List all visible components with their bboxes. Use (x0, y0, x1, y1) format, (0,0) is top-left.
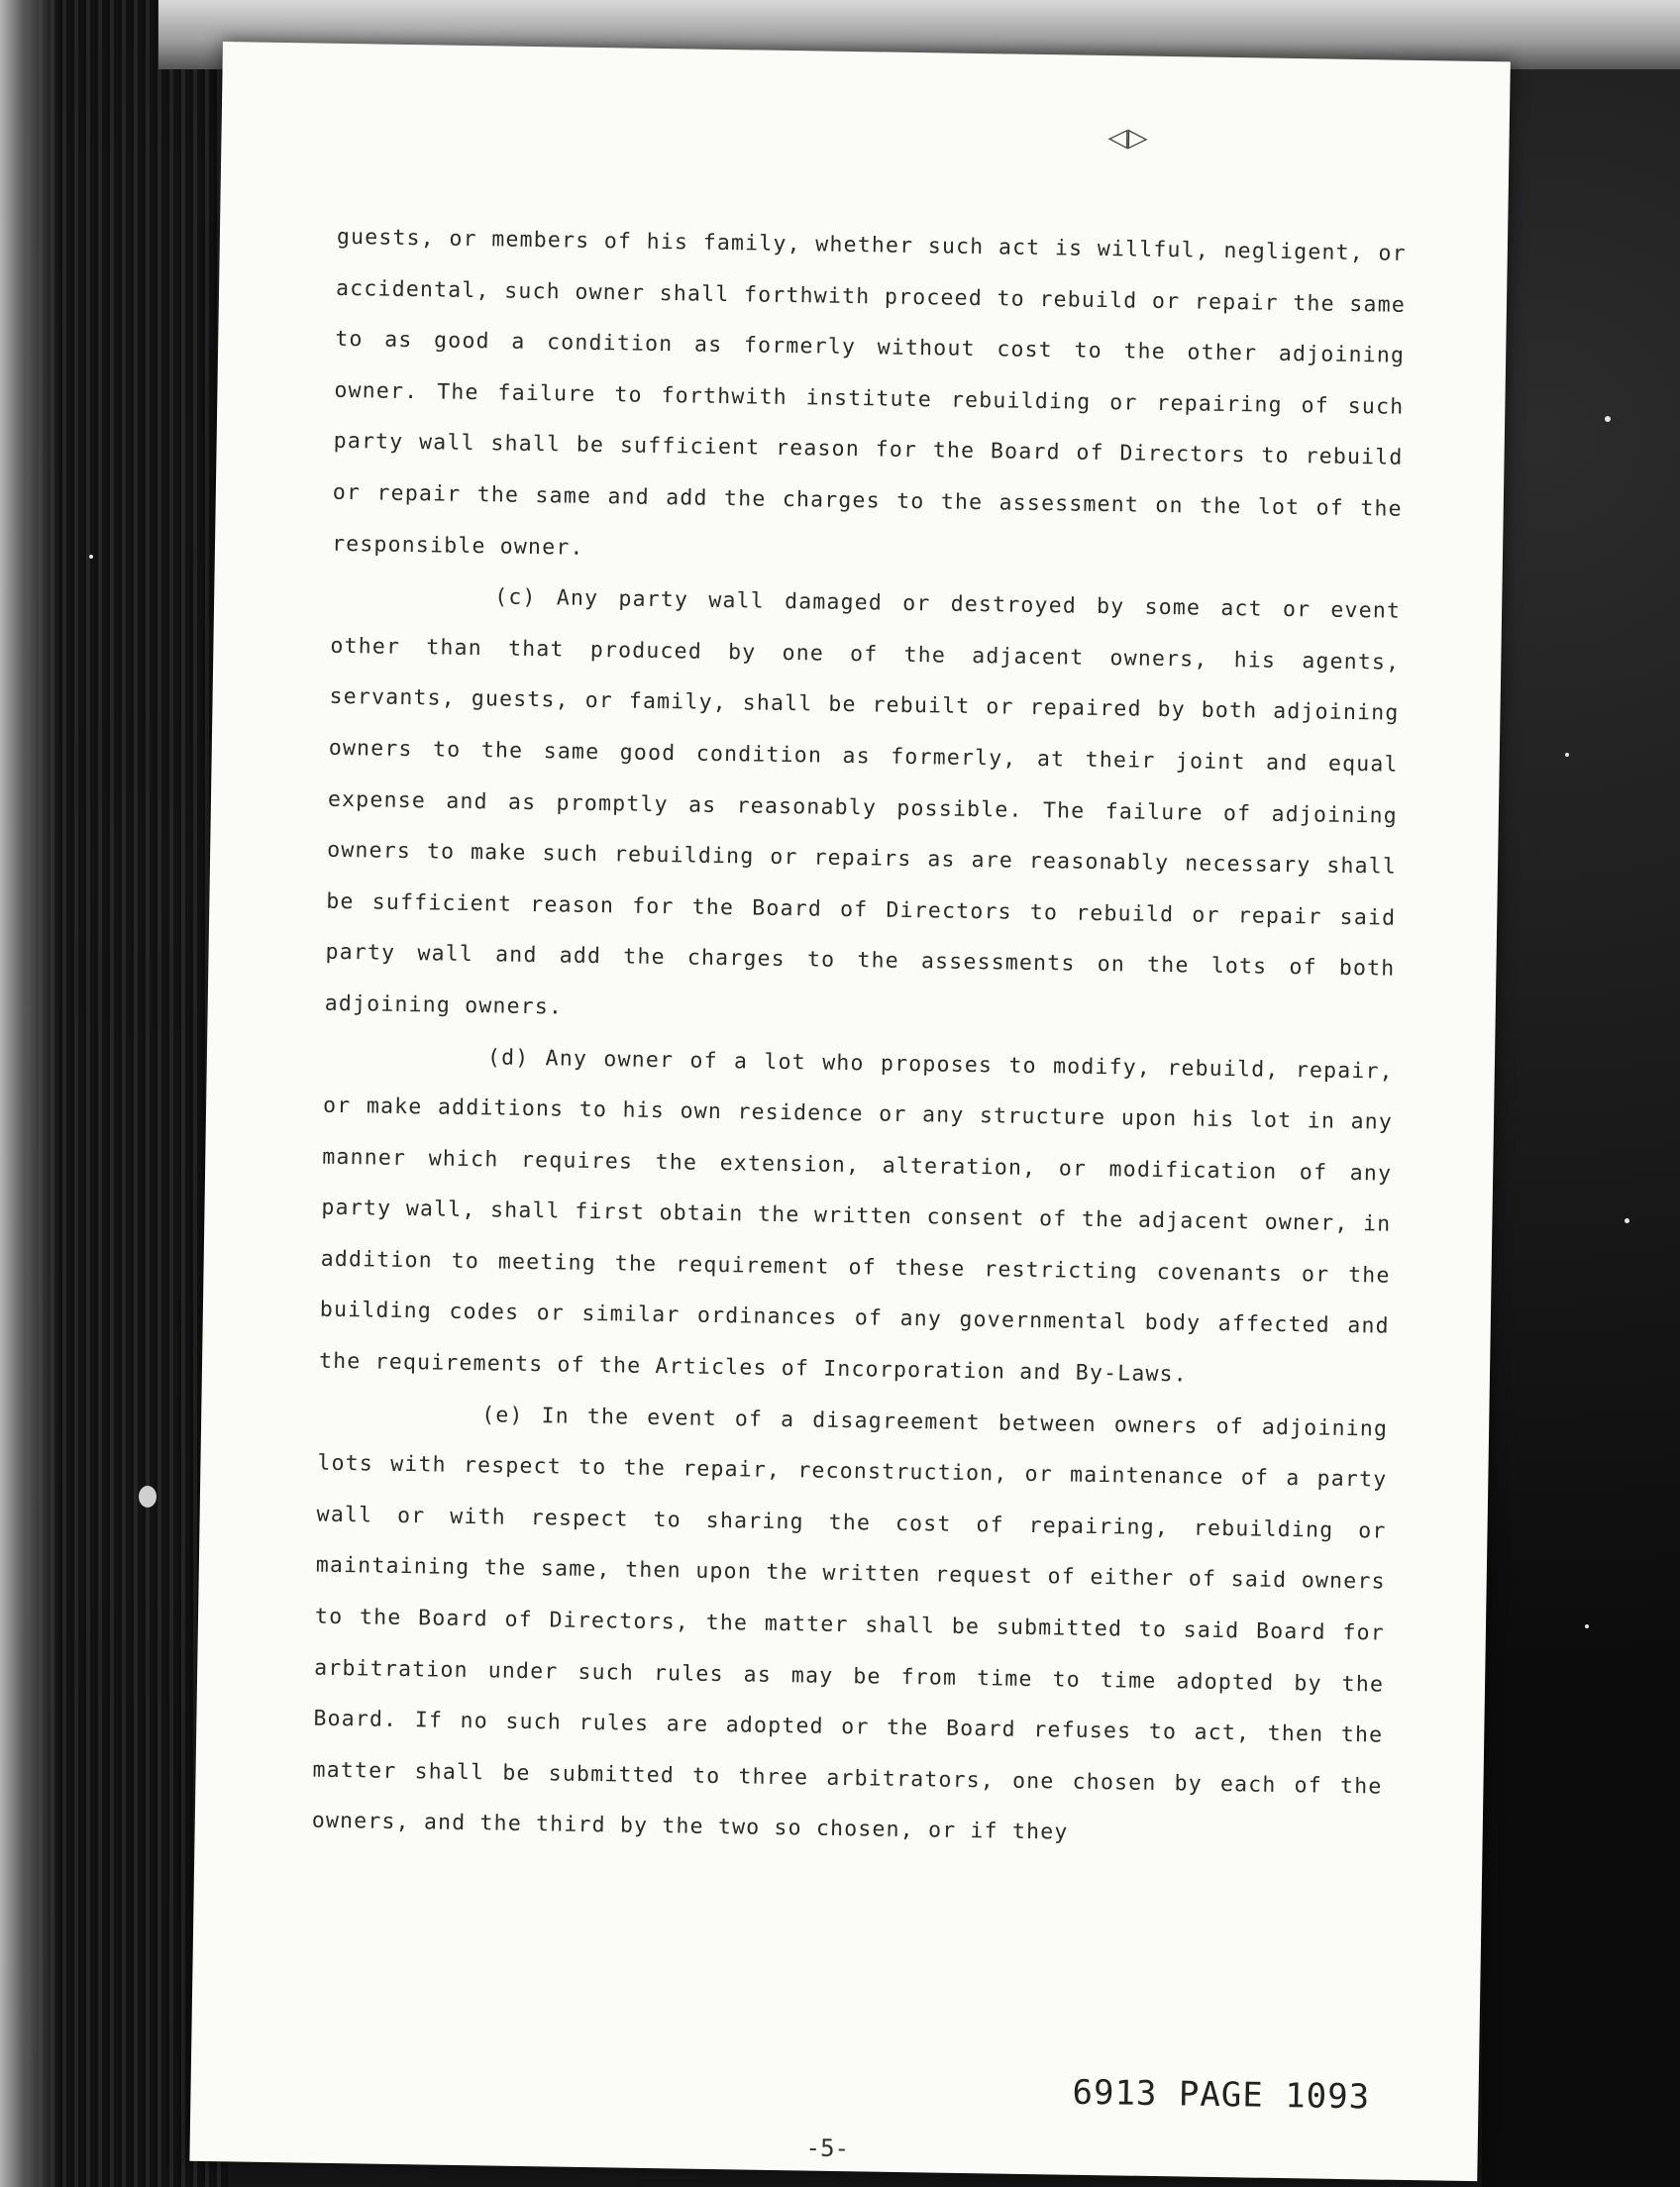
page-corner-mark: ◁▷ (1107, 123, 1148, 154)
paragraph-continuation: guests, or members of his family, whether such act is willful, negligent, or accidental, such owner shall forthwith proceed to rebuild or repair the same to as good a condition as formerly without cost to the other adjoining owner. The failure to forthwith institute rebuilding or repairing of such party wall shall be sufficient reason for the Board of Directors to rebuild or repair the same and add the charges to the assessment on the lot of the responsible owner. (331, 224, 1407, 561)
document-body (311, 212, 1407, 1864)
scanner-border-right (1482, 0, 1680, 2187)
paragraph-e: (e) In the event of a disagreement between owners of adjoining lots with respect to the repair, reconstruction, or maintenance of a party wall or with respect to sharing the cost of repairing, rebuilding or maintaining the same, then upon the written request of either of said owners to the Board of Directors, the matter shall be submitted to said Board for arbitration under such rules as may be from time to time adopted by the Board. If no such rules are adopted or the Board refuses to act, then the matter shall be submitted to three arbitrators, one chosen by each of the owners, and the third by the two so chosen, or if they (311, 1402, 1389, 1846)
scan-speck (1565, 753, 1569, 757)
scan-speck (1625, 1218, 1629, 1223)
scan-speck (139, 1486, 157, 1508)
page-number: -5- (805, 2134, 850, 2163)
document-page (189, 42, 1510, 2181)
paragraph-c: (c) Any party wall damaged or destroyed by some act or event other than that produced by one of the adjacent owners, his agents, servants, guests, or family, shall be rebuilt or repaired by both adjoining owners to the same good condition as formerly, at their joint and equal expense and as promptly as reasonably possible. The failure of adjoining owners to make such rebuilding or repairs as are reasonably necessary shall be sufficient reason for the Board of Directors to rebuild or repair said party wall and add the charges to the assessments on the lots of both adjoining owners. (324, 584, 1402, 1020)
recording-book-page: 6913 PAGE 1093 (1072, 2072, 1371, 2118)
scan-speck (1605, 416, 1611, 422)
paragraph-d: (d) Any owner of a lot who proposes to modify, rebuild, repair, or make additions to his own residence or any structure upon his lot in any manner which requires the extension, alteration, or modification of any party wall, shall first obtain the written consent of the adjacent owner, in addition to meeting the requirement of these restricting covenants or the building codes or similar ordinances of any governmental body affected and the requirements of the Articles of Incorporation and By-Laws. (318, 1044, 1395, 1388)
scan-speck (1585, 1624, 1589, 1628)
scan-speck (89, 555, 93, 559)
